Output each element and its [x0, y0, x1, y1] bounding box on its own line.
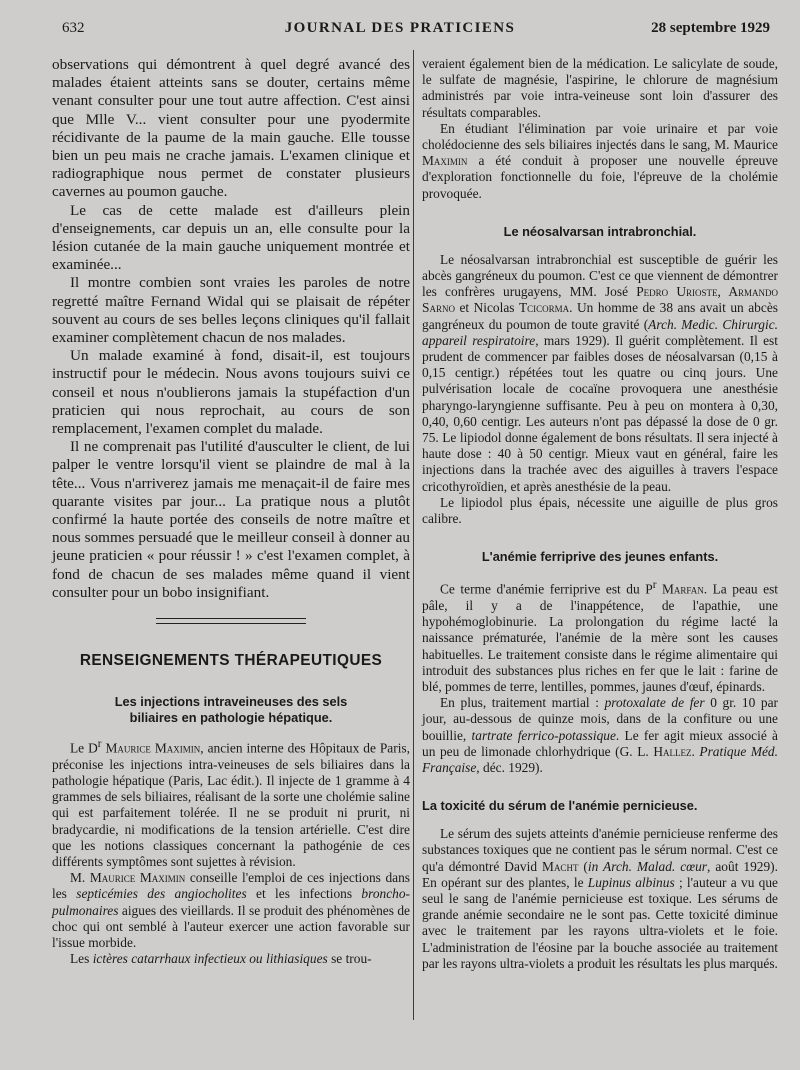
text-run: En plus, traitement martial : — [440, 695, 605, 711]
text-run: , ancien interne des Hôpitaux de Paris, préconise les injections intra-veineuses de sels biliaires dans la pathologie hépatique (Paris, Lac édit.). Il injecte de 1 gramme à 4 grammes de sels biliaires, réalisant de la sorte une cholémie saline qui est parfaitement tolérée. Il ne se produit ni prurit, ni bradycardie, ni modifications de la tension artérielle. C'est dire que les notions classiques concernant la pathogénie de ces différents symptômes sont sujettes à révision. — [52, 740, 410, 869]
article-title-line: biliaires en pathologie hépatique. — [129, 710, 333, 726]
text-run: , déc. 1929). — [476, 759, 543, 775]
text-run: ; l'auteur a vu que seul le sang de l'anémie pernicieuse est toxique. Les sérums de grande anémie secondaire ne le sont pas. Cette toxicité diminue avec le traitement par les rayons ultra-violets et le foie. L'administration de l'éosine par la bouche associée au traitement par les rayons ultra-violets a produit les résultats les plus marqués. — [422, 874, 778, 971]
author-name: Marfan — [661, 581, 704, 597]
emphasis: Pratique Méd. Française — [422, 743, 778, 775]
paragraph: Il montre combien sont vraies les paroles de notre regretté maître Fernand Widal qui se plaisait de répéter souvent au cours de ses belles leçons cliniques qu'il fallait examiner complètement chacun de nos malades. — [52, 274, 410, 347]
emphasis: in Arch. Malad. cœur — [587, 858, 708, 874]
paragraph — [52, 951, 410, 967]
paragraph — [422, 695, 778, 776]
paragraph — [422, 252, 778, 495]
superscript: r — [652, 579, 657, 592]
right-column — [422, 56, 778, 972]
journal-title: JOURNAL DES PRATICIENS — [284, 20, 516, 36]
page-number: 632 — [62, 20, 85, 36]
author-name: Maximin — [422, 153, 468, 169]
text-run: En étudiant l'élimination par voie urinaire et par voie cholédocienne des sels biliaires injectés dans le sang, M. Maurice — [422, 120, 778, 153]
paragraph — [422, 577, 778, 695]
text-run: ( — [578, 858, 588, 874]
text-run: . Un homme de 38 ans avait un abcès gangréneux du poumon de toute gravité ( — [422, 300, 778, 332]
text-run: conseille l'emploi de ces injections dans les — [52, 870, 410, 902]
article-title-line: Les injections intraveineuses des sels — [114, 694, 348, 710]
issue-date: 28 septembre 1929 — [651, 20, 770, 36]
emphasis: Arch. Medic. Chirurgic. appareil respiratoire — [422, 316, 778, 348]
author-name: Hallez — [653, 743, 692, 759]
paragraph: Le lipiodol plus épais, nécessite une aiguille de plus gros calibre. — [422, 494, 778, 527]
text-run: se trou- — [327, 951, 372, 967]
text-run: , août 1929). En opérant sur des plantes, le — [422, 858, 778, 890]
emphasis: septicémies des angiocholites — [76, 886, 247, 902]
emphasis: tartrate ferrico-potassique — [471, 727, 616, 743]
text-run: . Le fer agit mieux associé à un peu de limonade chlorhydrique (G. L. — [422, 727, 778, 759]
text-run: Le néosalvarsan intrabronchial est susceptible de guérir les abcès gangréneux du poumon. C'est ce que viennent de démontrer les confrères urugayens, MM. José — [422, 251, 778, 300]
text-run: M. — [70, 870, 90, 886]
article-title — [52, 694, 410, 726]
paragraph: Le cas de cette malade est d'ailleurs plein d'enseignements, car depuis un an, elle consulte pour la lésion cutanée de la main gauche uniquement montrée et examinée... — [52, 201, 410, 274]
text-run: aigues des vieillards. Il se produit des phénomènes de choc qui ont semblé à l'auteur exercer une action favorable sur l'issue morbide. — [52, 902, 410, 950]
paragraph — [422, 121, 778, 202]
text-run: a été conduit à proposer une nouvelle épreuve d'exploration fonctionnelle du foie, l'épreuve de la cholémie provoquée. — [422, 153, 778, 201]
text-run: et Nicolas — [454, 300, 519, 316]
author-name: Maurice Maximin — [89, 870, 186, 886]
text-run: et les infections — [246, 886, 362, 902]
author-name: Pedro Urioste, Armando Sarno — [422, 284, 778, 316]
article-title: La toxicité du sérum de l'anémie pernicieuse. — [422, 798, 698, 814]
article-title: L'anémie ferriprive des jeunes enfants. — [481, 549, 719, 565]
emphasis: broncho-pulmonaires — [52, 886, 411, 918]
paragraph — [52, 736, 410, 870]
author-name: Maurice Maximin — [105, 740, 201, 756]
emphasis: protoxalate de fer — [604, 695, 705, 711]
superscript: r — [97, 738, 102, 751]
paragraph: observations qui démontrent à quel degré avancé des malades étaient atteints sans se douter, certains même venant consulter pour une tout autre affection. C'est ainsi que Mlle V... vient consulter pour une pyodermite récidivante de la paume de la main gauche. Elle tousse bien un peu mais ne crache jamais. L'examen clinique et radiographique nous permet de constater plusieurs cavernes au poumon gauche. — [52, 56, 410, 201]
page-header — [0, 20, 800, 46]
text-run: . — [691, 743, 700, 759]
left-column — [52, 56, 410, 967]
paragraph — [422, 826, 778, 972]
article-title: Le néosalvarsan intrabronchial. — [503, 223, 697, 239]
text-run: Le D — [70, 740, 98, 756]
text-run: Le sérum des sujets atteints d'anémie pernicieuse renferme des substances toxiques que ne contient pas le sérum normal. C'est ce qu'a démontré David — [422, 826, 778, 874]
text-run: , mars 1929). Il guérit complètement. Il est prudent de commencer par faibles doses de néosalvarsan (0,15 à 0,15 centigr.) répétées tout les quatre ou cinq jours. Une pulvérisation locale de cocaïne provoquera une anesthésie pharyngo-laryngienne suffisante. Peu à peu on montera à 0,30, 0,40, 0,60 centigr. Les auteurs n'ont pas dépassé la dose de 0 gr. 75. Le lipiodol donne également de bons résultats. Il sera injecté à haute dose : 40 à 50 centigr. Mieux vaut en général, faire les injections dans la trachée avec des aiguilles à travers l'espace cricothyroïdien, et après anesthésie de la peau. — [422, 332, 778, 494]
paragraph — [52, 870, 410, 951]
paragraph: Un malade examiné à fond, disait-il, est toujours instructif pour le médecin. Nous avons toujours suivi ce conseil et nous n'oublierons jamais la stupéfaction d'un praticien qui nous reprochait, au cours de son remplacement, l'examen complet du malade. — [52, 347, 410, 438]
author-name: Tcicorma — [518, 300, 570, 316]
emphasis: ictères catarrhaux infectieux ou lithiasiques — [92, 951, 328, 967]
text-run: . La peau est pâle, il y a de l'inappétence, de l'apathie, une hypohémoglobinurie. La prolongation du régime lacté la naissance prématurée, l'anémie de la mère sont les causes habituelles. Le traitement consiste dans le régime alimentaire qui introduit des substances plus riches en fer que le lait : farine de blé, pommes de terre, lentilles, pommes, jaunes d'œuf, épinards. — [422, 581, 779, 694]
paragraph: veraient également bien de la médication. Le salicylate de soude, le sulfate de magnésie, l'aspirine, le chlorure de magnésium administrés par voie intra-veineuse sont loin d'assurer des résultats comparables. — [422, 56, 778, 120]
text-run: Les — [70, 951, 93, 967]
author-name: Macht — [542, 858, 579, 874]
text-run: Ce terme d'anémie ferriprive est du P — [440, 581, 653, 597]
section-separator — [156, 618, 306, 624]
emphasis: Lupinus albinus — [587, 874, 675, 890]
column-divider — [413, 50, 414, 1020]
section-title: RENSEIGNEMENTS THÉRAPEUTIQUES — [79, 652, 383, 670]
text-run: 0 gr. 10 par jour, au-dessous de quinze mois, dans de la confiture ou une bouillie, — [422, 695, 779, 743]
paragraph: Il ne comprenait pas l'utilité d'ausculter le client, de lui palper le ventre lorsqu'il vient se plaindre de mal à la tête... Vous n'arriverez jamais me menaçait-il de faire mes quarante visites par jour... La pratique nous a plutôt confirmé la haute portée des conseils de notre maître et nous sommes persuadé que le meilleur conseil à donner au jeune praticien « pour réussir ! » c'est l'examen complet, à fond de chacun de ses malades même quand il vient consulter pour un bobo insignifiant. — [52, 438, 410, 601]
